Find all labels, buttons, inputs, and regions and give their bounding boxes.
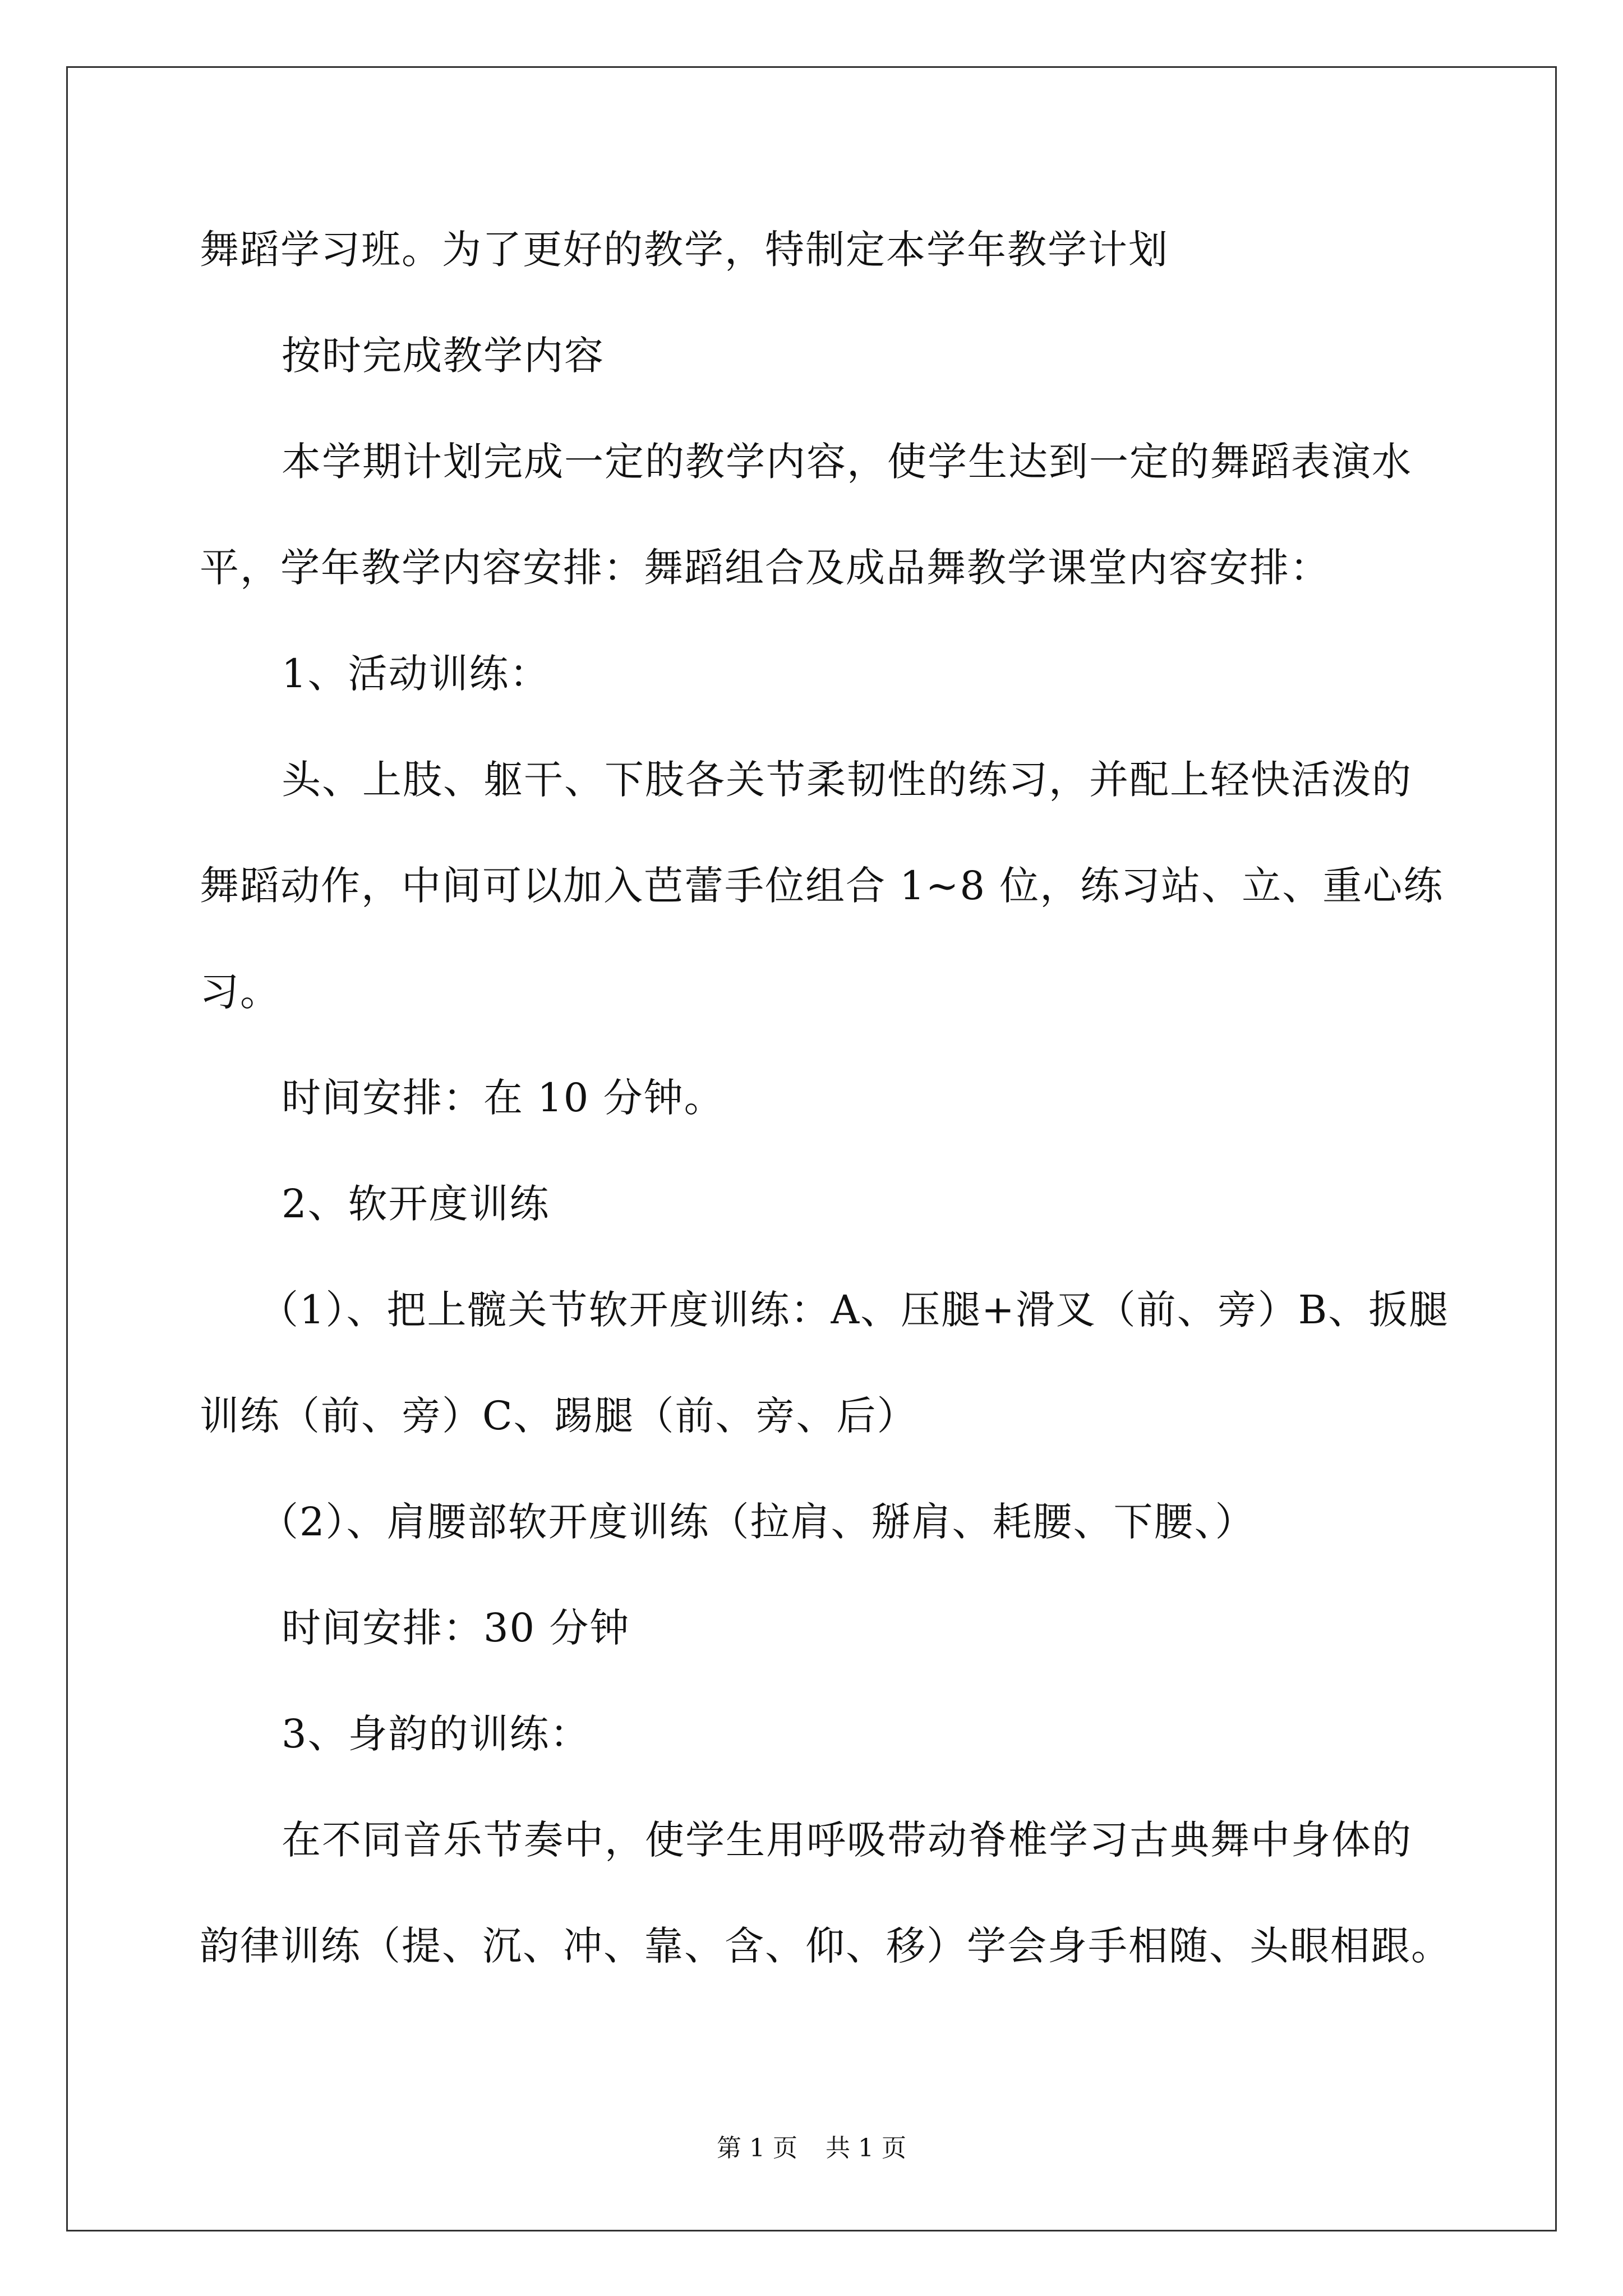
body-line-2: 按时完成教学内容 xyxy=(282,333,605,379)
section-heading-flexibility: 2、软开度训练 xyxy=(282,1181,550,1227)
body-line-13: （2）、肩腰部软开度训练（拉肩、掰肩、耗腰、下腰、） xyxy=(259,1499,1256,1545)
page-border xyxy=(66,66,1557,2231)
body-line-1: 舞蹈学习班。为了更好的教学，特制定本学年教学计划 xyxy=(200,227,1169,273)
body-line-11: （1）、把上髋关节软开度训练：A、压腿+滑叉（前、旁）B、扳腿 xyxy=(259,1287,1450,1333)
page-number: 第 1 页 xyxy=(717,2134,797,2162)
page-total: 共 1 页 xyxy=(826,2134,906,2162)
body-line-4: 平，学年教学内容安排：舞蹈组合及成品舞教学课堂内容安排： xyxy=(200,545,1330,591)
body-line-17: 韵律训练（提、沉、冲、靠、含、仰、移）学会身手相随、头眼相跟。 xyxy=(200,1923,1451,1969)
time-line-2: 时间安排：30 分钟 xyxy=(282,1605,630,1651)
page-footer xyxy=(0,2132,1623,2165)
body-line-16: 在不同音乐节奏中，使学生用呼吸带动脊椎学习古典舞中身体的 xyxy=(282,1817,1412,1863)
time-line-1: 时间安排：在 10 分钟。 xyxy=(282,1075,725,1121)
body-line-6: 头、上肢、躯干、下肢各关节柔韧性的练习，并配上轻快活泼的 xyxy=(282,757,1412,803)
body-line-7: 舞蹈动作，中间可以加入芭蕾手位组合 1~8 位，练习站、立、重心练 xyxy=(200,863,1444,909)
body-line-3: 本学期计划完成一定的教学内容，使学生达到一定的舞蹈表演水 xyxy=(282,439,1412,485)
body-line-8: 习。 xyxy=(200,969,280,1015)
section-heading-rhythm: 3、身韵的训练： xyxy=(282,1711,591,1757)
section-heading-activity: 1、活动训练： xyxy=(282,651,550,697)
body-line-12: 训练（前、旁）C、踢腿（前、旁、后） xyxy=(200,1393,917,1439)
